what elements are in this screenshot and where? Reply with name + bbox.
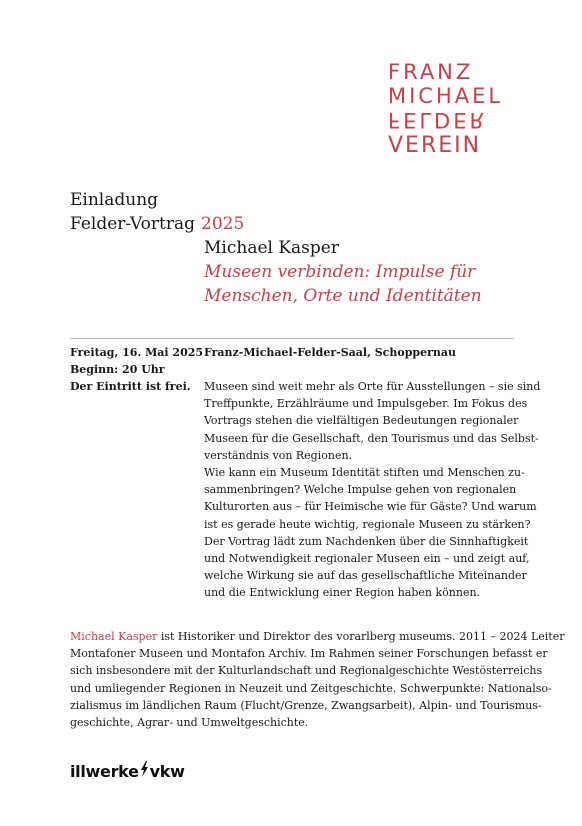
sponsor-logo-illwerke-vkw	[70, 761, 185, 781]
event-details	[70, 344, 203, 395]
logo-line-michael: MICHAEL	[388, 84, 504, 108]
description-line: Museen sind weit mehr als Orte für Ausstellungen – sie sind	[204, 380, 541, 393]
description-line: und Notwendigkeit regionaler Museen ein – und zeigt auf,	[204, 552, 530, 566]
sponsor-vkw: vkw	[149, 762, 185, 781]
description-line: ist es gerade heute wichtig, regionale Museen zu stärken?	[204, 517, 531, 531]
vortrag-label: Felder-Vortrag	[70, 214, 195, 234]
bio-line: Montafoner Museen und Montafon Archiv. Im Rahmen seiner Forschungen befasst er	[70, 647, 548, 661]
description-line: verständnis von Regionen.	[204, 448, 353, 462]
description-line: sammenbringen? Welche Impulse gehen von regionalen	[204, 483, 517, 497]
lightning-bolt-icon	[140, 761, 149, 781]
talk-title-line: Menschen, Orte und Identitäten	[204, 286, 482, 306]
bio-line: und umliegender Regionen in Neuzeit und Zeitgeschichte. Schwerpunkte: Nationalso-	[70, 681, 552, 695]
section-divider	[70, 338, 514, 339]
description-line: und die Entwicklung einer Region haben können.	[204, 586, 481, 600]
event-date: Freitag, 16. Mai 2025	[70, 346, 204, 359]
event-start-time: Beginn: 20 Uhr	[70, 363, 165, 376]
description-line: Vortrags stehen die vielfältigen Bedeutungen regionaler	[204, 414, 519, 428]
bio-line: geschichte, Agrar- und Umweltgeschichte.	[70, 716, 309, 730]
description-line: welche Wirkung sie auf das gesellschaftliche Miteinander	[204, 569, 527, 583]
bio-line: ist Historiker und Direktor des vorarlberg museums. 2011 – 2024 Leiter	[157, 630, 565, 643]
invitation-heading	[70, 188, 244, 236]
event-venue: Franz-Michael-Felder-Saal, Schoppernau	[204, 346, 457, 359]
talk-title-line: Museen verbinden: Impulse für	[204, 262, 476, 282]
logo-line-franz: FRANZ	[388, 60, 474, 84]
speaker-name: Michael Kasper	[204, 238, 339, 258]
speaker-bio	[70, 628, 565, 731]
logo-line-verein: VEREIN	[388, 133, 482, 158]
logo-line-felder-mirrored: FELDER	[388, 108, 488, 132]
event-entry: Der Eintritt ist frei.	[70, 380, 191, 393]
description-line: Wie kann ein Museum Identität stiften und Menschen zu-	[204, 466, 525, 480]
verein-logo	[388, 60, 503, 158]
bio-line: sich insbesondere mit der Kulturlandschaft und Regionalgeschichte Westösterreichs	[70, 664, 543, 678]
bio-line: zialismus im ländlichen Raum (Flucht/Grenze, Zwangsarbeit), Alpin- und Tourismus-	[70, 698, 542, 712]
bio-speaker-name: Michael Kasper	[70, 630, 158, 643]
event-year: 2025	[201, 214, 245, 234]
description-line: Der Vortrag lädt zum Nachdenken über die Sinnhaftigkeit	[204, 534, 529, 548]
description-line: Kulturorten aus – für Heimische wie für Gäste? Und warum	[204, 500, 537, 514]
sponsor-illwerke: illwerke	[70, 762, 139, 781]
talk-title	[204, 260, 482, 308]
einladung-label: Einladung	[70, 190, 159, 210]
description-line: Treffpunkte, Erzählräume und Impulsgeber. Im Fokus des	[204, 397, 528, 411]
talk-description	[204, 378, 541, 602]
description-line: Museen für die Gesellschaft, den Tourismus und das Selbst-	[204, 431, 539, 445]
